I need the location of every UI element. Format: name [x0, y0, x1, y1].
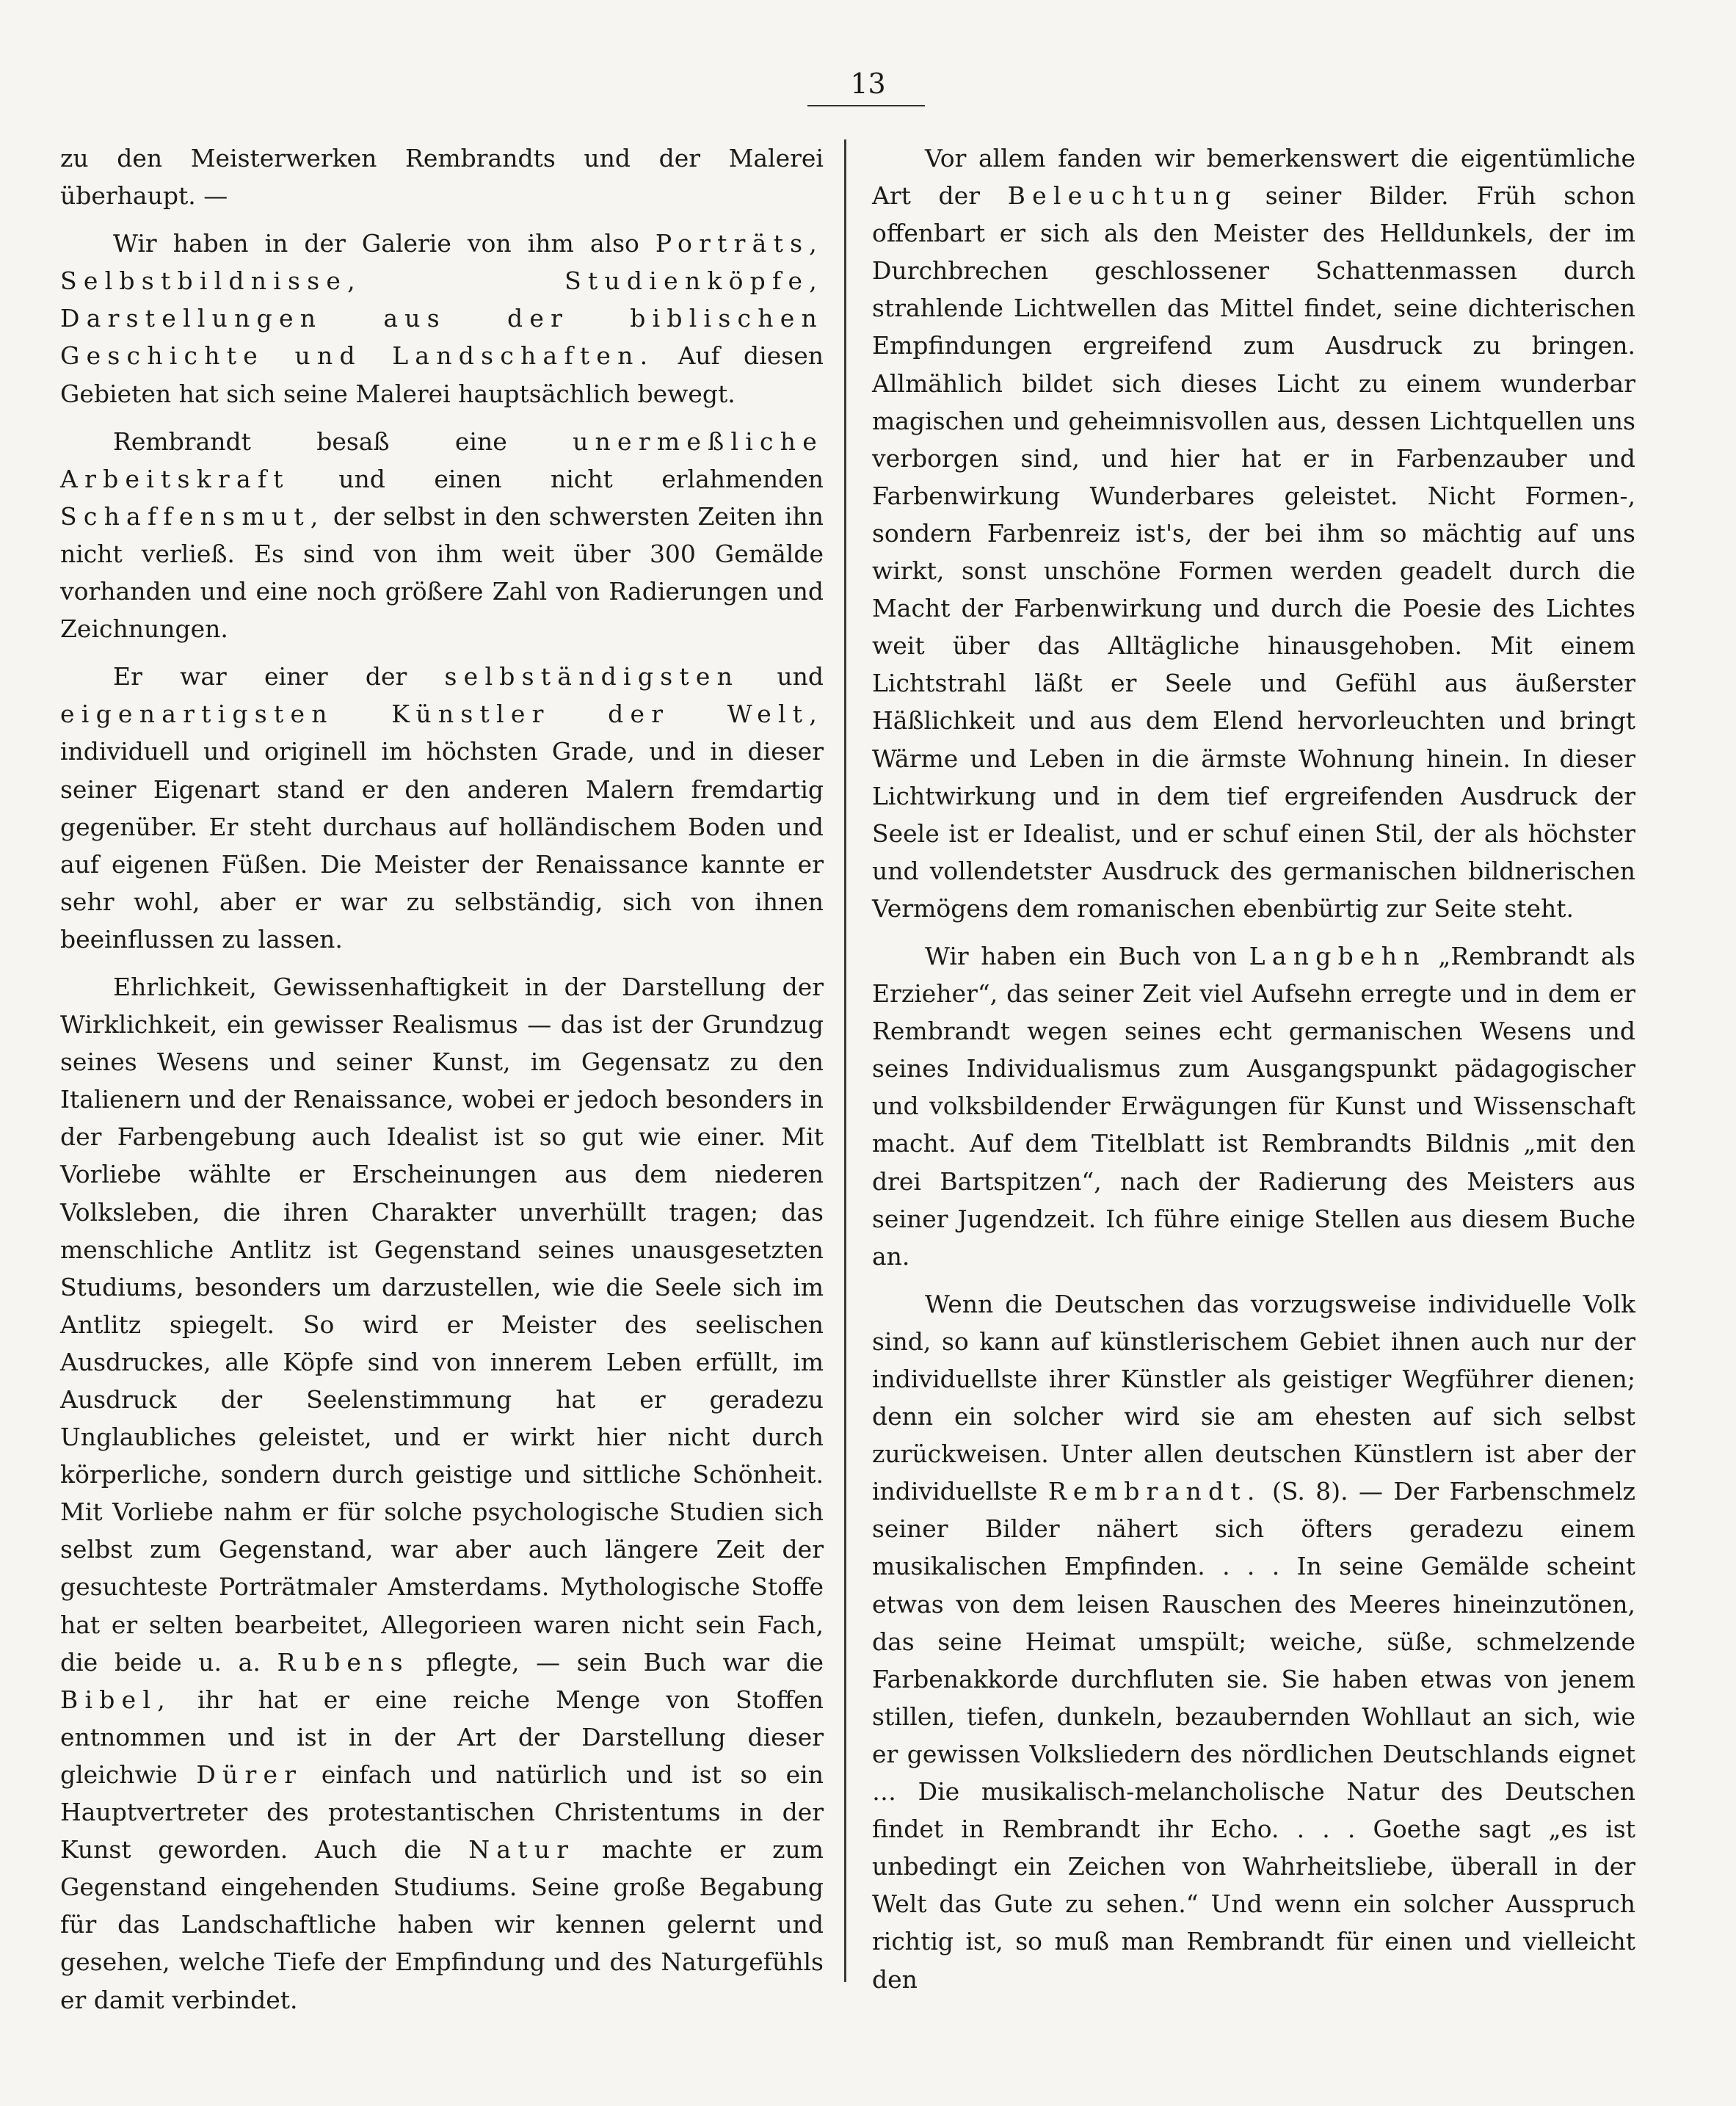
text-run: Wenn die Deutschen das vorzugsweise individuelle Volk sind, so kann auf künstlerischem Gebiet ihnen auch nur der individuellste ihrer Künstler als geistiger Wegführer dienen; denn ein solcher wird sie am ehesten auf sich selbst zurückweisen. Unter allen deutschen Künstlern ist aber der individuellste [872, 1289, 1635, 1506]
text-run: Er war einer der [113, 662, 445, 691]
text-run: Vor allem fanden wir bemerkenswert die eigentümliche Art der [872, 144, 1635, 211]
paragraph-eigenart [60, 658, 824, 958]
emphasis-rubens: Rubens [277, 1647, 410, 1677]
emphasis-beleuchtung: Beleuchtung [1007, 181, 1238, 211]
paragraph-arbeitskraft [60, 423, 824, 648]
text-run: der selbst in den schwersten Zeiten ihn nicht verließ. Es sind von ihm weit über 300 Gemälde vorhanden und eine noch größere Zahl von Radierungen und Zeichnungen. [60, 501, 824, 644]
paragraph-galerie [60, 225, 824, 412]
paragraph-zitat [872, 1285, 1635, 1998]
paragraph-continuation: zu den Meisterwerken Rembrandts und der Malerei überhaupt. — [60, 144, 824, 211]
text-run: seiner Bilder. Früh schon offenbart er sich als den Meister des Helldunkels, der im Durchbrechen geschlossener Schattenmassen durch strahlende Lichtwellen das Mittel findet, seine dichterischen Empfindungen ergreifend zum Ausdruck zu bringen. Allmählich bildet sich dieses Licht zu einem wunderbar magischen und geheimnisvollen aus, dessen Lichtquellen uns verborgen sind, und hier hat er in Farbenzauber und Farbenwirkung Wunderbares geleistet. Nicht Formen-, sondern Farbenreiz ist's, der bei ihm so mächtig auf uns wirkt, sonst unschöne Formen werden geadelt durch die Macht der Farbenwirkung und durch die Poesie des Lichtes weit über das Alltägliche hinausgehoben. Mit einem Lichtstrahl läßt er Seele und Gefühl aus äußerster Häßlichkeit und aus dem Elend hervorleuchten und bringt Wärme und Leben in die ärmste Wohnung hinein. In dieser Lichtwirkung und in dem tief ergreifenden Ausdruck der Seele ist er Idealist, und er schuf einen Stil, der als höchster und vollendetster Ausdruck des germanischen bildnerischen Vermögens dem romanischen ebenbürtig zur Seite steht. [872, 181, 1635, 923]
left-column [60, 139, 824, 2014]
text-run: individuell und originell im höchsten Grade, und in dieser seiner Eigenart stand er den anderen Malern fremdartig gegenüber. Er steht durchaus auf holländischem Boden und auf eigenen Füßen. Die Meister der Renaissance kannte er sehr wohl, aber er war zu selbständig, sich von ihnen beeinflussen zu lassen. [60, 737, 824, 954]
emphasis-natur: Natur [468, 1835, 575, 1864]
header-rule [807, 105, 925, 106]
emphasis-duerer: Dürer [196, 1760, 303, 1789]
text-run: und [739, 662, 824, 691]
text-run: Ehrlichkeit, Gewissenhaftigkeit in der Darstellung der Wirklichkeit, ein gewisser Realismus — das ist der Grundzug seines Wesens und seiner Kunst, im Gegensatz zu den Italienern und der Renaissance, wobei er jedoch besonders in der Farbengebung auch Idealist ist so gut wie einer. Mit Vorliebe wählte er Erscheinungen aus dem niederen Volksleben, die ihren Charakter unverhüllt tragen; das menschliche Antlitz ist Gegenstand seines unausgesetzten Studiums, besonders um darzustellen, wie die Seele sich im Antlitz spiegelt. So wird er Meister des seelischen Ausdruckes, alle Köpfe sind von innerem Leben erfüllt, im Ausdruck der Seelenstimmung hat er geradezu Unglaubliches geleistet, und er wirkt hier nicht durch körperliche, sondern durch geistige und sittliche Schönheit. Mit Vorliebe nahm er für solche psychologische Studien sich selbst zum Gegenstand, war aber auch längere Zeit der gesuchteste Porträtmaler Amsterdams. Mythologische Stoffe hat er selten bearbeitet, Allegorieen waren nicht sein Fach, die beide u. a. [60, 972, 824, 1677]
text-run: ihr hat er eine reiche Menge von Stoffen entnommen und ist in der Art der Darstellung dieser gleichwie [60, 1685, 824, 1789]
column-divider [844, 139, 846, 1982]
emphasis-genres: Porträts, Selbstbildnisse, Studienköpfe, Darstellungen aus der biblischen Geschichte und Landschaften. [60, 229, 824, 371]
text-run: Wir haben ein Buch von [925, 941, 1249, 970]
paragraph-realismus [60, 968, 824, 2019]
emphasis-eigenartigsten: eigenartigsten Künstler der Welt, [60, 700, 824, 729]
text-run: Auf diesen Gebieten hat sich seine Malerei hauptsächlich bewegt. [60, 341, 824, 408]
emphasis-selbstaendigsten: selbständigsten [444, 662, 740, 691]
paragraph-langbehn [872, 937, 1635, 1275]
emphasis-arbeitskraft: unermeßliche Arbeitskraft [60, 426, 824, 493]
text-run: einfach und natürlich und ist so ein Hauptvertreter des protestantischen Christentums in der Kunst geworden. Auch die [60, 1760, 824, 1864]
emphasis-langbehn: Langbehn [1249, 941, 1426, 970]
emphasis-schaffensmut: Schaffensmut, [60, 501, 325, 531]
text-run: und einen nicht erlahmenden [289, 464, 824, 493]
text-run: (S. 8). — Der Farbenschmelz seiner Bilder nähert sich öfters geradezu einem musikalischen Empfinden. . . . In seine Gemälde scheint etwas von dem leisen Rauschen des Meeres hineinzutönen, das seine Heimat umspült; weiche, süße, schmelzende Farbenakkorde durchfluten sie. Sie haben etwas von jenem stillen, tiefen, dunkeln, bezaubernden Wohllaut an sich, wie er gewissen Volksliedern des nördlichen Deutschlands eignet … Die musikalisch-melancholische Natur des Deutschen findet in Rembrandt ihr Echo. . . . Goethe sagt „es ist unbedingt ein Zeichen von Wahrheitsliebe, überall in der Welt das Gute zu sehen.“ Und wenn ein solcher Ausspruch richtig ist, so muß man Rembrandt für einen und vielleicht den [872, 1477, 1636, 1994]
text-run: „Rembrandt als Erzieher“, das seiner Zeit viel Aufsehn erregte und in dem er Rembrandt wegen seines echt germanischen Wesens und seines Individualismus zum Ausgangspunkt pädagogischer und volksbildender Erwägungen für Kunst und Wissenschaft macht. Auf dem Titelblatt ist Rembrandts Bildnis „mit den drei Bartspitzen“, nach der Radierung des Meisters aus seiner Jugendzeit. Ich führe einige Stellen aus diesem Buche an. [872, 941, 1635, 1271]
right-column [872, 139, 1636, 1994]
page-number: 13 [850, 68, 886, 100]
text-run: Rembrandt besaß eine [113, 426, 573, 456]
paragraph-beleuchtung [872, 139, 1635, 927]
text-run: Wir haben in der Galerie von ihm also [113, 229, 655, 258]
text-run: machte er zum Gegenstand eingehenden Studiums. Seine große Begabung für das Landschaftliche haben wir kennen gelernt und gesehen, welche Tiefe der Empfindung und des Naturgefühls er damit verbindet. [60, 1835, 824, 2014]
emphasis-bibel: Bibel, [60, 1685, 172, 1714]
text-run: pflegte, — sein Buch war die [409, 1647, 824, 1677]
emphasis-rembrandt: Rembrandt. [1047, 1477, 1262, 1506]
